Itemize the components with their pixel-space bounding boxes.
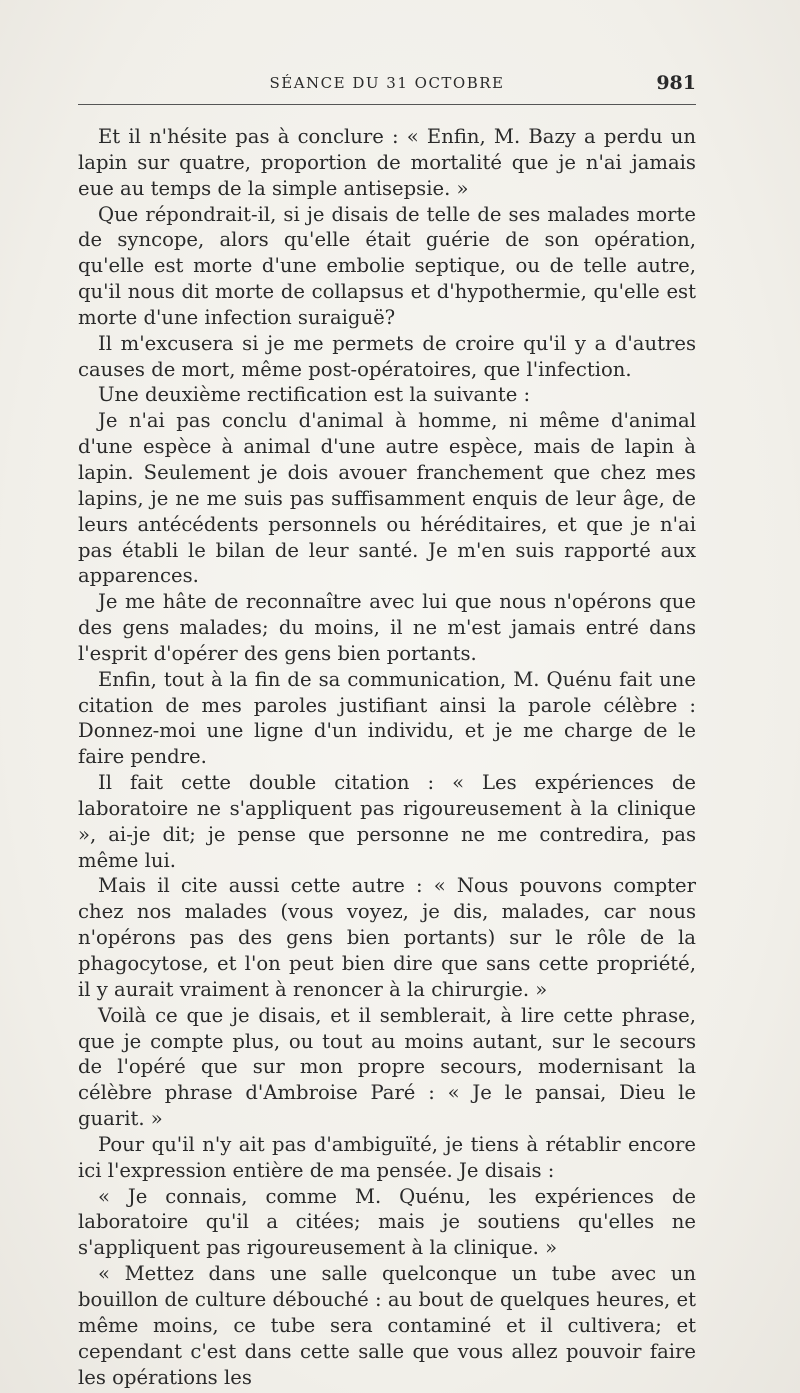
paragraph: Mais il cite aussi cette autre : « Nous pouvons compter chez nos malades (vous voyez, je dis, malades, car nous n'opérons pas des gens bien portants) sur le rôle de la phagocytose, et l'on peut bien dire que sans cette propriété, il y aurait vraiment à renoncer à la chirurgie. » — [78, 874, 696, 1001]
paragraph: Enfin, tout à la fin de sa communication, M. Quénu fait une citation de mes paroles justifiant ainsi la parole célèbre : Donnez-moi une ligne d'un individu, et je me charge de le faire pendre. — [78, 667, 696, 769]
paragraph: Et il n'hésite pas à conclure : « Enfin, M. Bazy a perdu un lapin sur quatre, proportion de mortalité que je n'ai jamais eue au temps de la simple antisepsie. » — [78, 125, 696, 200]
paragraph: Je me hâte de reconnaître avec lui que nous n'opérons que des gens malades; du moins, il ne m'est jamais entré dans l'esprit d'opérer des gens bien portants. — [78, 590, 696, 665]
paragraph: « Je connais, comme M. Quénu, les expériences de laboratoire qu'il a citées; mais je soutiens qu'elles ne s'appliquent pas rigoureusement à la clinique. » — [78, 1184, 696, 1260]
header-rule — [78, 104, 696, 105]
body-text — [78, 124, 696, 1390]
paragraph: « Mettez dans une salle quelconque un tube avec un bouillon de culture débouché : au bout de quelques heures, et même moins, ce tube sera contaminé et il cultivera; et cependant c'est dans cette salle que vous allez pouvoir faire les opérations les — [78, 1262, 696, 1389]
paragraph: Il fait cette double citation : « Les expériences de laboratoire ne s'appliquent pas rigoureusement à la clinique », ai-je dit; je pense que personne ne me contredira, pas même lui. — [78, 771, 696, 872]
header-title: SÉANCE DU 31 OCTOBRE — [269, 74, 505, 92]
paragraph: Pour qu'il n'y ait pas d'ambiguïté, je tiens à rétablir encore ici l'expression entière de ma pensée. Je disais : — [78, 1132, 696, 1182]
paragraph: Je n'ai pas conclu d'animal à homme, ni même d'animal d'une espèce à animal d'une autre espèce, mais de lapin à lapin. Seulement je dois avouer franchement que chez mes lapins, je ne me suis pas suffisamment enquis de leur âge, de leurs antécédents personnels ou héréditaires, et que je n'ai pas établi le bilan de leur santé. Je m'en suis rapporté aux apparences. — [78, 409, 696, 588]
running-header — [78, 70, 696, 94]
paragraph: Il m'excusera si je me permets de croire qu'il y a d'autres causes de mort, même post-opératoires, que l'infection. — [78, 331, 696, 381]
paragraph: Voilà ce que je disais, et il semblerait, à lire cette phrase, que je compte plus, ou tout au moins autant, sur le secours de l'opéré que sur mon propre secours, modernisant la célèbre phrase d'Ambroise Paré : « Je le pansai, Dieu le guarit. » — [78, 1003, 696, 1131]
page-number: 981 — [656, 72, 696, 94]
paragraph: Une deuxième rectification est la suivante : — [98, 383, 531, 407]
paragraph: Que répondrait-il, si je disais de telle de ses malades morte de syncope, alors qu'elle était guérie de son opération, qu'elle est morte d'une embolie septique, ou de telle autre, qu'il nous dit morte de collapsus et d'hypothermie, qu'elle est morte d'une infection suraiguë? — [78, 202, 696, 329]
